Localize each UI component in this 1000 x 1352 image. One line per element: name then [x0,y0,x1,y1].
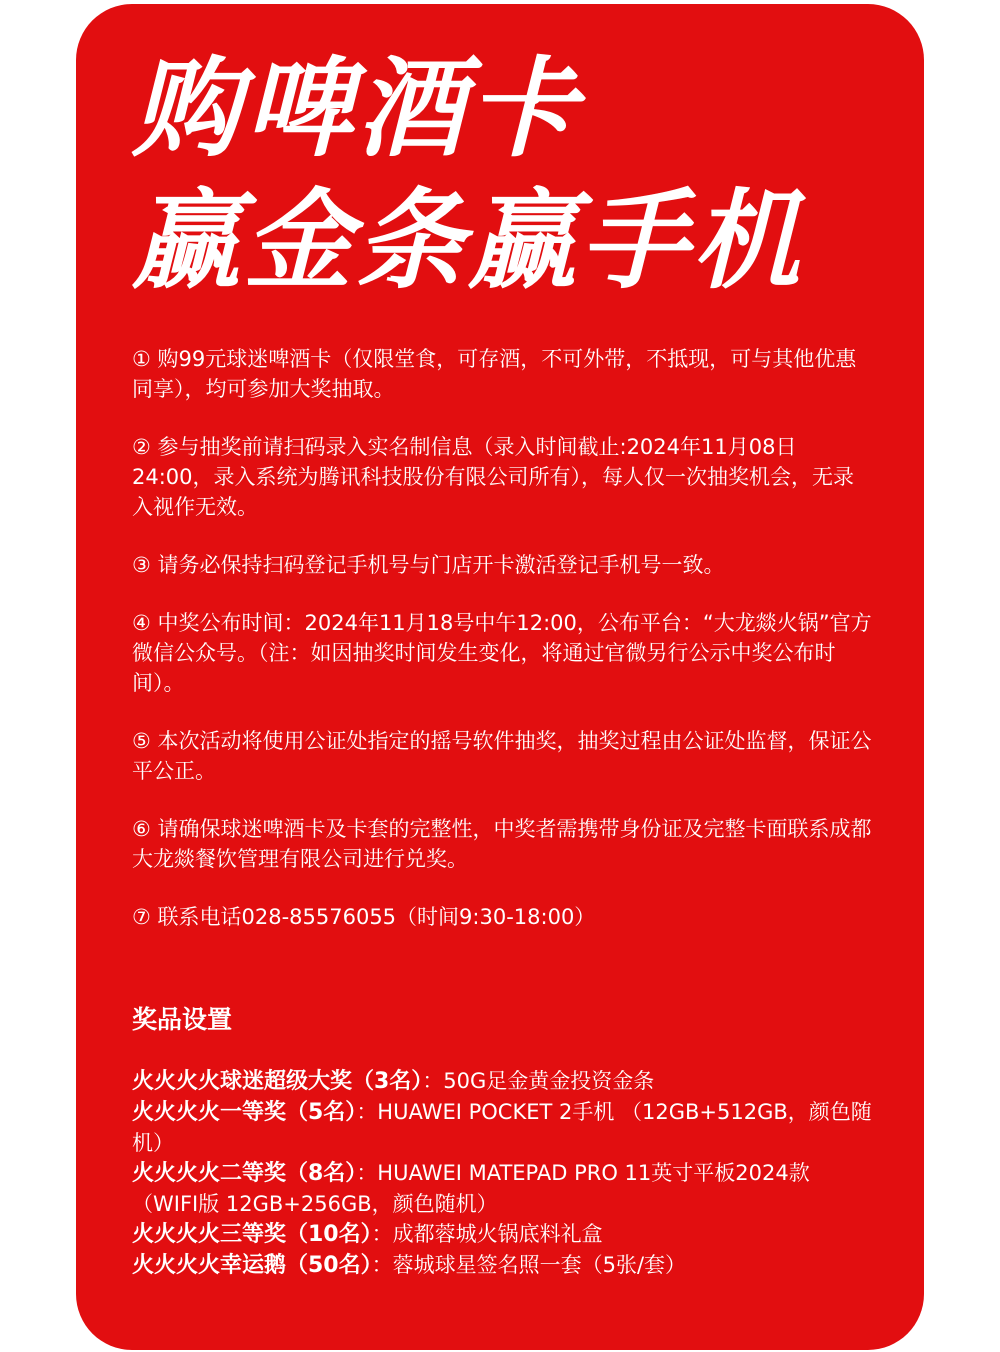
prize-name: 火火火火三等奖（10名） [132,1222,372,1247]
rule-item: ③ 请务必保持扫码登记手机号与门店开卡激活登记手机号一致。 [132,553,725,577]
prize-item [132,1219,872,1250]
prize-item [132,1250,872,1281]
rule-item: ⑥ 请确保球迷啤酒卡及卡套的完整性，中奖者需携带身份证及完整卡面联系成都大龙燚餐饮管理有限公司进行兑奖。 [132,817,872,871]
poster-card [76,4,924,1350]
prize-name: 火火火火幸运鹅（50名） [132,1253,372,1278]
rule-item: ② 参与抽奖前请扫码录入实名制信息（录入时间截止:2024年11月08日 24:00，录入系统为腾讯科技股份有限公司所有），每人仅一次抽奖机会，无录入视作无效。 [132,435,855,519]
prize-item [132,1097,872,1158]
prize-description: ：HUAWEI MATEPAD PRO 11英寸平板2024款 （WIFI版 12GB+256GB，颜色随机） [132,1161,810,1216]
rules-list [132,344,872,960]
prize-item [132,1158,872,1219]
rule-item: ④ 中奖公布时间：2024年11月18号中午12:00，公布平台：“大龙燚火锅”官方微信公众号。（注：如因抽奖时间发生变化，将通过官微另行公示中奖公布时间）。 [132,611,872,695]
prize-list [132,1066,872,1281]
prize-description: ：成都蓉城火锅底料礼盒 [371,1222,603,1246]
prize-description: ：蓉城球星签名照一套（5张/套） [371,1253,687,1277]
prize-description: ：HUAWEI POCKET 2手机 （12GB+512GB，颜色随机） [132,1100,872,1155]
prize-name: 火火火火球迷超级大奖（3名） [132,1069,423,1094]
prize-section-heading: 奖品设置 [132,1005,233,1034]
headline-line-2: 赢金条赢手机 [132,179,805,304]
prize-description: ：50G足金黄金投资金条 [422,1069,655,1093]
rule-item: ⑤ 本次活动将使用公证处指定的摇号软件抽奖，抽奖过程由公证处监督，保证公平公正。 [132,729,872,783]
rule-item: ① 购99元球迷啤酒卡（仅限堂食，可存酒，不可外带，不抵现，可与其他优惠同享），均可参加大奖抽取。 [132,347,857,401]
rule-item: ⑦ 联系电话028-85576055（时间9:30-18:00） [132,905,596,929]
headline-line-1: 购啤酒卡 [132,47,581,172]
prize-item [132,1066,872,1097]
prize-name: 火火火火一等奖（5名） [132,1100,357,1125]
prize-name: 火火火火二等奖（8名） [132,1161,357,1186]
